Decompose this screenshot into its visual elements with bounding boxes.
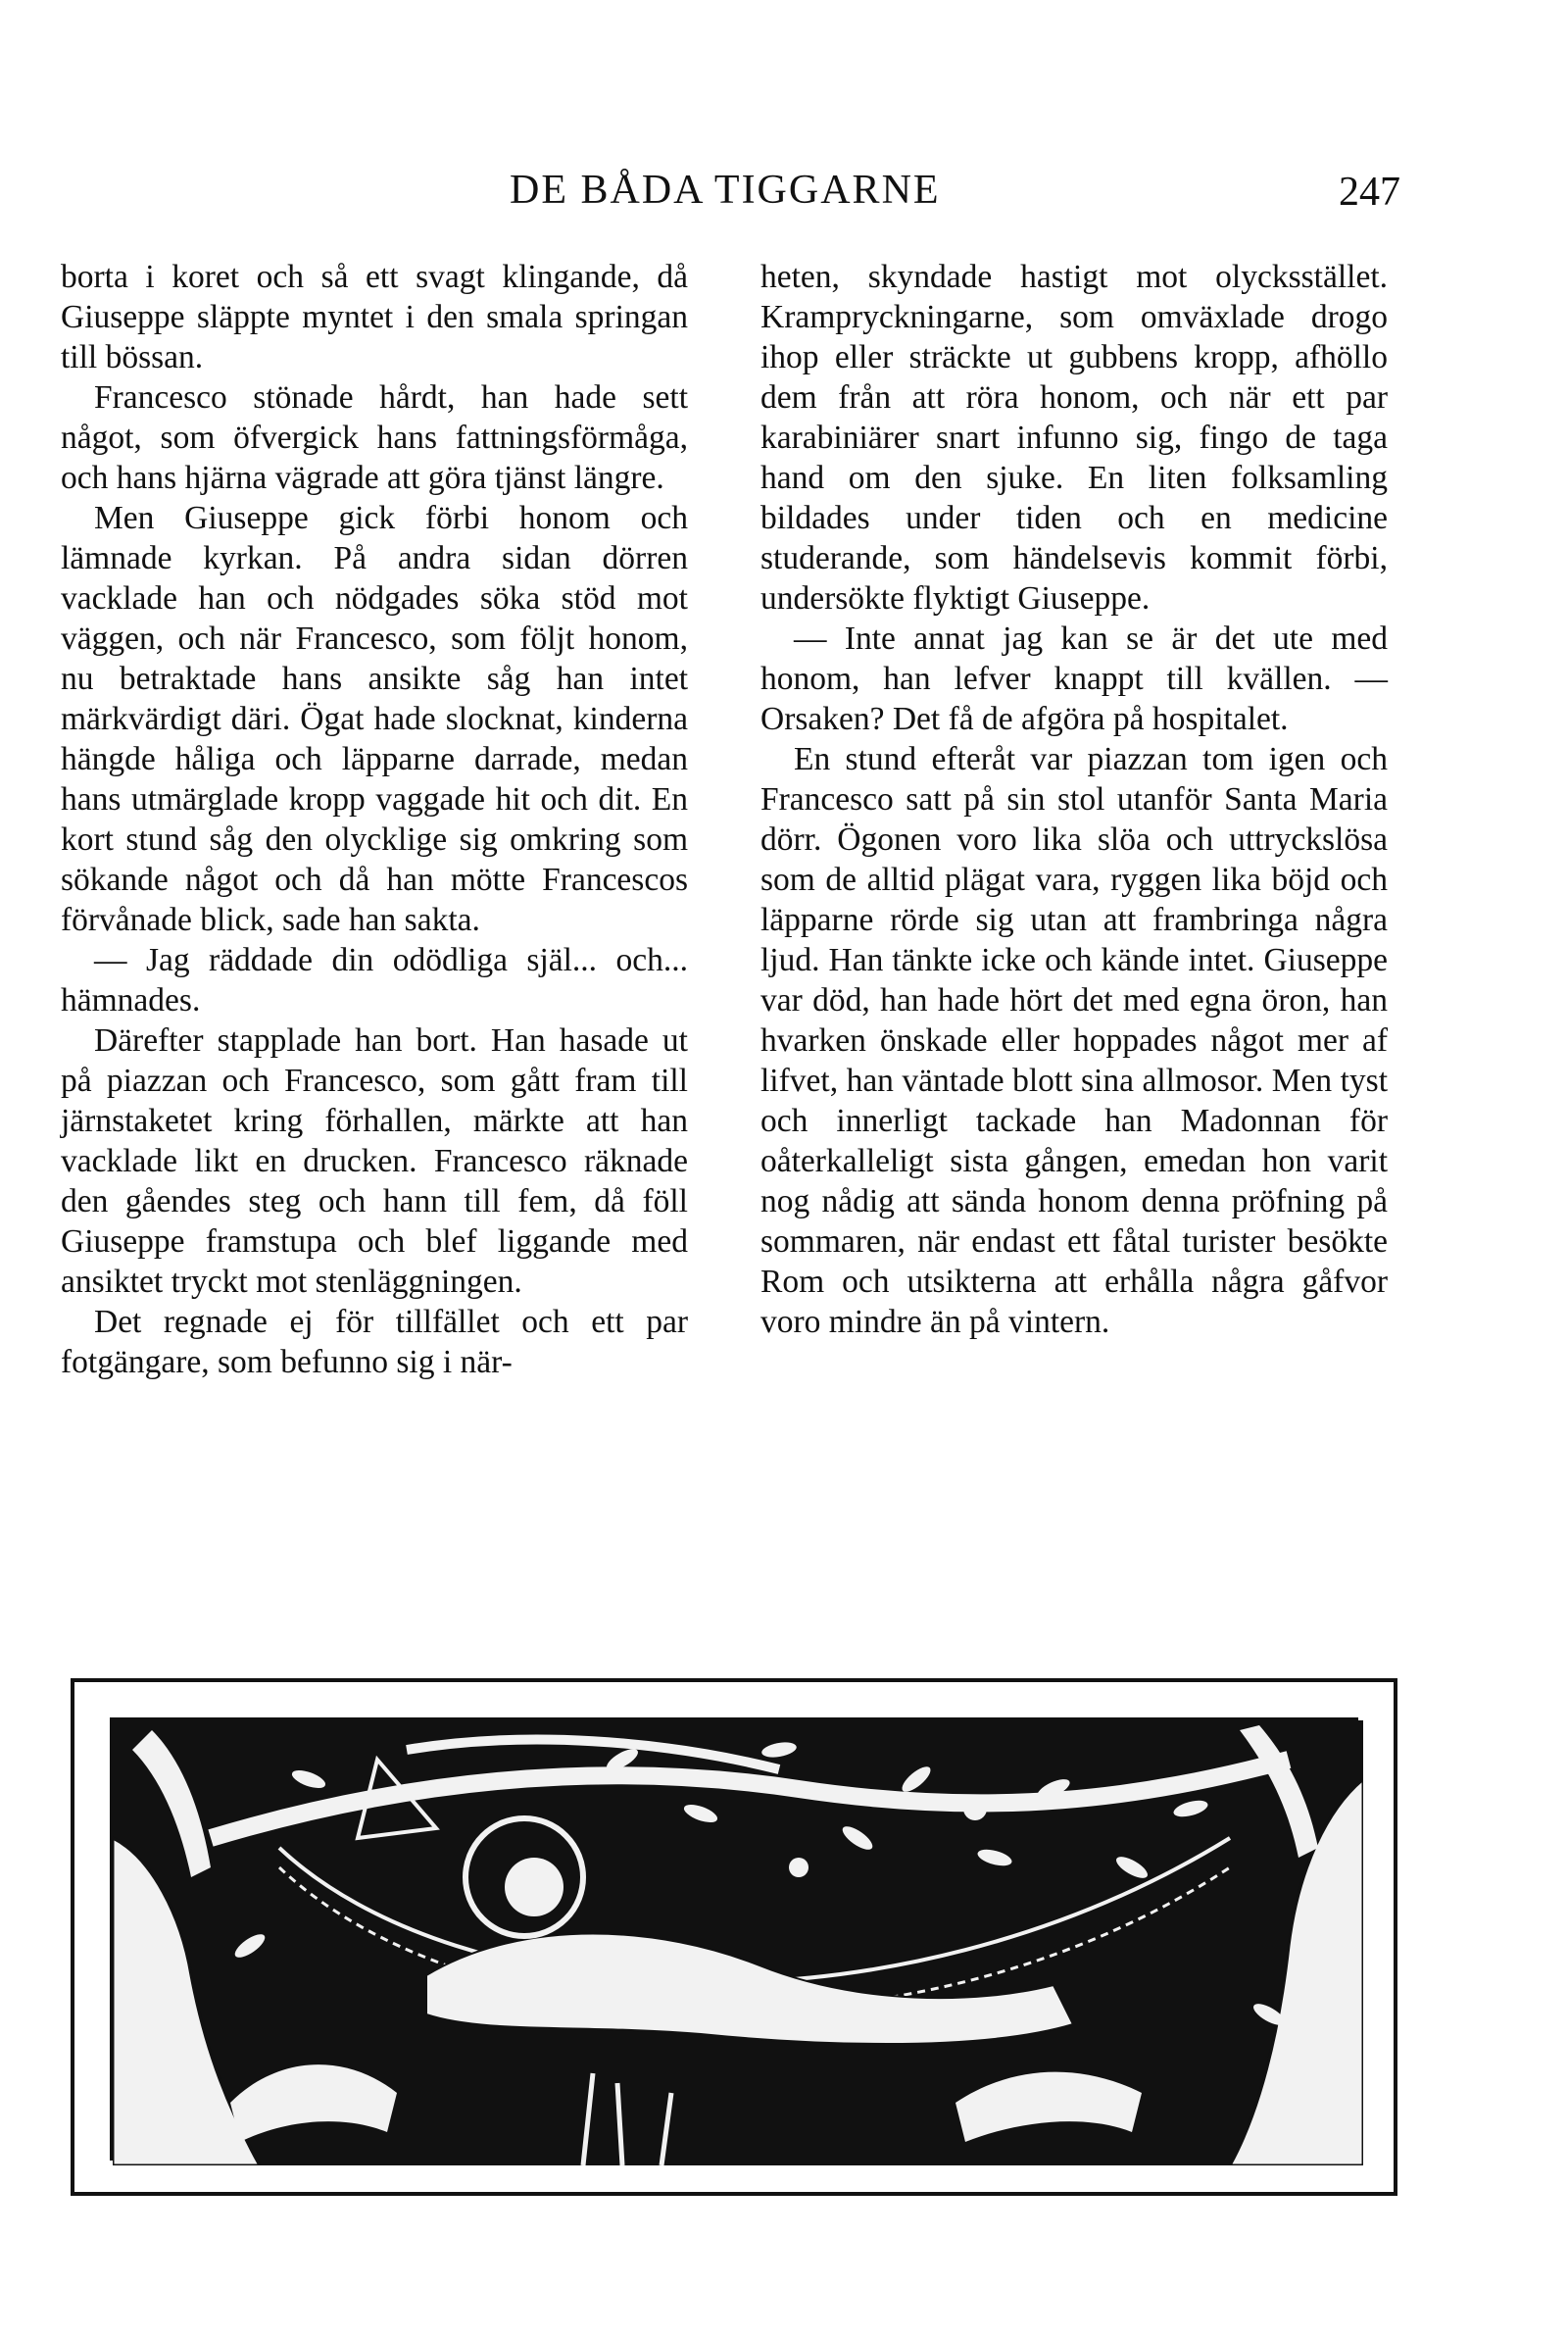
paragraph: Men Giuseppe gick förbi honom och lämnade kyrkan. På andra sidan dörren vacklade han och nödgades söka stöd mot väggen, och när Francesco, som följt honom, nu betraktade hans ansikte såg han intet märkvärdigt däri. Ögat hade slocknat, kinderna hängde håliga och läpparne darrade, medan hans utmärglade kropp vaggade hit och dit. En kort stund såg den olycklige sig omkring som sökande något och då han mötte Francescos förvånade blick, sade han sakta. [61, 500, 688, 938]
engraving-art [113, 1720, 1363, 2165]
engraving-figure-in-hammock-icon [110, 1717, 1358, 2161]
paragraph: — Inte annat jag kan se är det ute med honom, han lefver knappt till kvällen. — Orsaken? Det få de afgöra på hospitalet. [760, 621, 1388, 737]
page-number: 247 [1339, 170, 1400, 215]
right-column [760, 257, 1388, 1342]
illustration-frame [71, 1678, 1397, 2196]
paragraph: Francesco stönade hårdt, han hade sett något, som öfvergick hans fattningsförmåga, och hans hjärna vägrade att göra tjänst längre. [61, 379, 688, 496]
left-column [61, 257, 688, 1382]
paragraph: heten, skyndade hastigt mot olycksstället. Krampryckningarne, som omväxlade drogo ihop eller sträckte ut gubbens kropp, afhöllo dem från att röra honom, och när ett par karabiniärer snart infunno sig, fingo de taga hand om den sjuke. En liten folksamling bildades under tiden och en medicine studerande, som händelsevis kommit förbi, undersökte flyktigt Giuseppe. [760, 259, 1388, 617]
paragraph: Därefter stapplade han bort. Han hasade ut på piazzan och Francesco, som gått fram till järnstaketet kring förhallen, märkte att han vacklade likt en drucken. Francesco räknade den gåendes steg och hann till fem, då föll Giuseppe framstupa och blef liggande med ansiktet tryckt mot stenläggningen. [61, 1022, 688, 1300]
paragraph: Det regnade ej för tillfället och ett par fotgängare, som befunno sig i när- [61, 1304, 688, 1380]
paragraph: En stund efteråt var piazzan tom igen och Francesco satt på sin stol utanför Santa Maria dörr. Ögonen voro lika slöa och uttryckslösa som de alltid plägat vara, ryggen lika böjd och läpparne rörde sig utan att frambringa några ljud. Han tänkte icke och kände intet. Giuseppe var död, han hade hört det med egna öron, han hvarken önskade eller hoppades något mer af lifvet, han väntade blott sina allmosor. Men tyst och innerligt tackade han Madonnan för oåterkalleligt sista gången, emedan hon varit nog nådig att sända honom denna pröfning på sommaren, när endast ett fåtal turister besökte Rom och utsikterna att erhålla några gåfvor voro mindre än på vintern. [760, 741, 1388, 1340]
page-header [0, 167, 1568, 225]
running-title: DE BÅDA TIGGARNE [510, 168, 941, 213]
paragraph: — Jag räddade din odödliga själ... och... hämnades. [61, 942, 688, 1019]
paragraph: borta i koret och så ett svagt klingande, då Giuseppe släppte myntet i den smala springan till bössan. [61, 259, 688, 375]
